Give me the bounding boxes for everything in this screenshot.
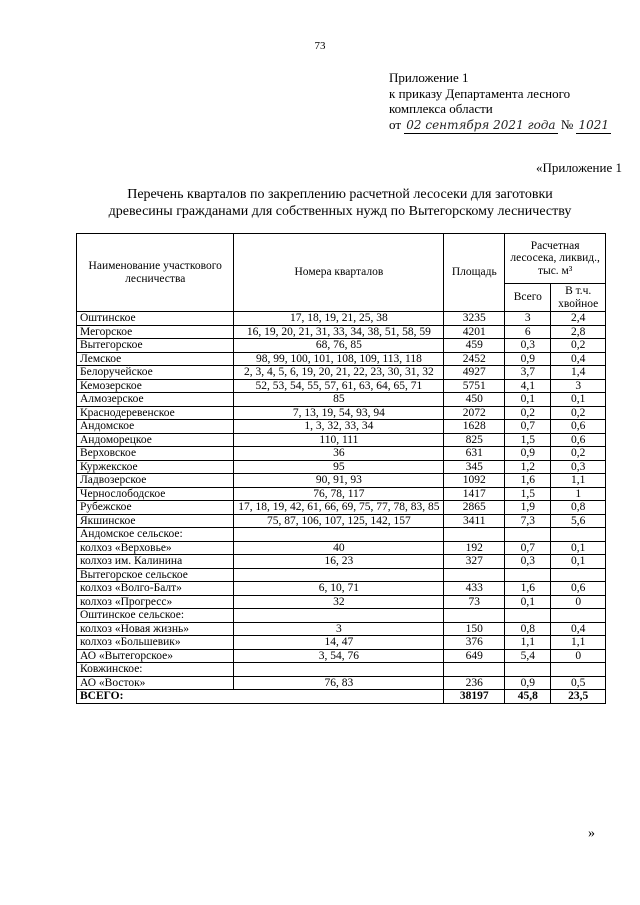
cell-area: 192 <box>444 541 505 555</box>
cell-name: Оштинское <box>77 312 234 326</box>
cell-area: 433 <box>444 582 505 596</box>
cell-area: 2452 <box>444 352 505 366</box>
appendix-line-3: комплекса области <box>389 101 493 116</box>
table-row <box>77 676 606 690</box>
cell-name: Андомское <box>77 420 234 434</box>
cell-area: 236 <box>444 676 505 690</box>
cell-total: 0,2 <box>505 406 551 420</box>
appendix-line-1: Приложение 1 <box>389 70 469 85</box>
cell-total: 0,9 <box>505 352 551 366</box>
cell-total: 1,5 <box>505 487 551 501</box>
header-name: Наименование участкового лесничества <box>77 234 234 312</box>
cell-total: 3,7 <box>505 366 551 380</box>
cell-total <box>505 568 551 582</box>
cell-quarters: 90, 91, 93 <box>234 474 444 488</box>
cell-quarters: 6, 10, 71 <box>234 582 444 596</box>
cell-conifer: 1,4 <box>551 366 606 380</box>
cell-area: 450 <box>444 393 505 407</box>
cell-quarters: 3 <box>234 622 444 636</box>
handwritten-date: 02 сентября 2021 года <box>404 118 557 135</box>
table-body <box>77 312 606 704</box>
cell-name: Вытегорское <box>77 339 234 353</box>
cell-quarters: 75, 87, 106, 107, 125, 142, 157 <box>234 514 444 528</box>
cell-conifer: 0 <box>551 595 606 609</box>
table-row <box>77 649 606 663</box>
table-row <box>77 406 606 420</box>
cell-name: Якшинское <box>77 514 234 528</box>
table-row <box>77 420 606 434</box>
table-row <box>77 487 606 501</box>
appendix-line-2: к приказу Департамента лесного <box>389 85 571 101</box>
cell-area <box>444 568 505 582</box>
table-row <box>77 325 606 339</box>
total-conifer: 23,5 <box>551 690 606 704</box>
cell-name: колхоз им. Калинина <box>77 555 234 569</box>
table-row <box>77 433 606 447</box>
table-row <box>77 582 606 596</box>
cell-area: 1628 <box>444 420 505 434</box>
cell-area: 459 <box>444 339 505 353</box>
cell-quarters: 76, 83 <box>234 676 444 690</box>
cell-conifer: 0,1 <box>551 393 606 407</box>
handwritten-number: 1021 <box>576 118 611 135</box>
cell-area: 2865 <box>444 501 505 515</box>
total-area: 38197 <box>444 690 505 704</box>
cell-quarters: 17, 18, 19, 21, 25, 38 <box>234 312 444 326</box>
table-row <box>77 636 606 650</box>
document-title <box>70 186 610 220</box>
cell-quarters: 1, 3, 32, 33, 34 <box>234 420 444 434</box>
cell-total: 0,7 <box>505 541 551 555</box>
header-quarters: Номера кварталов <box>234 234 444 312</box>
cell-conifer <box>551 609 606 623</box>
page-number: 73 <box>314 40 326 52</box>
cell-name: Андомское сельское: <box>77 528 234 542</box>
cell-quarters: 76, 78, 117 <box>234 487 444 501</box>
cell-conifer: 1,1 <box>551 636 606 650</box>
cell-area: 5751 <box>444 379 505 393</box>
cell-quarters: 68, 76, 85 <box>234 339 444 353</box>
cell-total: 3 <box>505 312 551 326</box>
cell-conifer: 0,2 <box>551 406 606 420</box>
cell-quarters <box>234 663 444 677</box>
cell-name: колхоз «Верховье» <box>77 541 234 555</box>
cell-name: колхоз «Волго-Балт» <box>77 582 234 596</box>
table-row <box>77 339 606 353</box>
cell-quarters: 17, 18, 19, 42, 61, 66, 69, 75, 77, 78, 83, 85 <box>234 501 444 515</box>
cell-name: Алмозерское <box>77 393 234 407</box>
cell-conifer: 0,4 <box>551 622 606 636</box>
cell-name: колхоз «Прогресс» <box>77 595 234 609</box>
cell-quarters: 98, 99, 100, 101, 108, 109, 113, 118 <box>234 352 444 366</box>
cell-conifer: 5,6 <box>551 514 606 528</box>
cell-conifer: 0,5 <box>551 676 606 690</box>
cell-area: 327 <box>444 555 505 569</box>
cell-quarters <box>234 609 444 623</box>
table-row <box>77 474 606 488</box>
cell-quarters: 2, 3, 4, 5, 6, 19, 20, 21, 22, 23, 30, 31, 32 <box>234 366 444 380</box>
cell-quarters <box>234 568 444 582</box>
cell-total: 0,1 <box>505 393 551 407</box>
total-total: 45,8 <box>505 690 551 704</box>
cell-area: 4201 <box>444 325 505 339</box>
cell-conifer: 0,8 <box>551 501 606 515</box>
table-row <box>77 528 606 542</box>
title-line-2: древесины гражданами для собственных нужд по Вытегорскому лесничеству <box>108 204 572 219</box>
header-calc: Расчетная лесосека, ликвид., тыс. м³ <box>505 234 606 284</box>
cell-name: АО «Вытегорское» <box>77 649 234 663</box>
cell-conifer <box>551 663 606 677</box>
cell-total: 4,1 <box>505 379 551 393</box>
cell-total <box>505 609 551 623</box>
cell-total: 1,6 <box>505 474 551 488</box>
cell-total: 6 <box>505 325 551 339</box>
closing-quote: » <box>588 826 595 841</box>
cell-name: Ковжинское: <box>77 663 234 677</box>
table-row <box>77 379 606 393</box>
cell-conifer: 0,3 <box>551 460 606 474</box>
table-row <box>77 393 606 407</box>
table-row <box>77 622 606 636</box>
cell-quarters: 16, 23 <box>234 555 444 569</box>
cell-conifer <box>551 528 606 542</box>
cell-area <box>444 528 505 542</box>
cell-total: 7,3 <box>505 514 551 528</box>
cell-total: 1,6 <box>505 582 551 596</box>
cell-total: 0,9 <box>505 447 551 461</box>
cell-name: Краснодеревенское <box>77 406 234 420</box>
cell-total: 1,9 <box>505 501 551 515</box>
total-label: ВСЕГО: <box>77 690 444 704</box>
cell-area: 3235 <box>444 312 505 326</box>
number-sign: № <box>560 116 574 132</box>
cell-conifer: 0,1 <box>551 555 606 569</box>
cell-conifer: 0,1 <box>551 541 606 555</box>
cell-quarters <box>234 528 444 542</box>
table-row <box>77 595 606 609</box>
cell-name: Андоморецкое <box>77 433 234 447</box>
cell-area <box>444 663 505 677</box>
cell-name: колхоз «Большевик» <box>77 636 234 650</box>
cell-quarters: 32 <box>234 595 444 609</box>
cell-name: колхоз «Новая жизнь» <box>77 622 234 636</box>
cell-total: 0,8 <box>505 622 551 636</box>
cell-total <box>505 528 551 542</box>
cell-quarters: 40 <box>234 541 444 555</box>
cell-area: 2072 <box>444 406 505 420</box>
cell-conifer: 0,6 <box>551 420 606 434</box>
table-row <box>77 312 606 326</box>
cell-area: 376 <box>444 636 505 650</box>
cell-name: Оштинское сельское: <box>77 609 234 623</box>
cell-name: Рубежское <box>77 501 234 515</box>
cell-name: Ладвозерское <box>77 474 234 488</box>
cell-area: 825 <box>444 433 505 447</box>
cell-area: 345 <box>444 460 505 474</box>
cell-area: 631 <box>444 447 505 461</box>
appendix-date-line <box>389 117 619 135</box>
cell-quarters: 95 <box>234 460 444 474</box>
table-row <box>77 460 606 474</box>
table-row <box>77 555 606 569</box>
cell-area: 1417 <box>444 487 505 501</box>
table-row <box>77 541 606 555</box>
cell-name: Белоручейское <box>77 366 234 380</box>
cell-total: 0,9 <box>505 676 551 690</box>
cell-area: 4927 <box>444 366 505 380</box>
table-row <box>77 366 606 380</box>
cell-quarters: 52, 53, 54, 55, 57, 61, 63, 64, 65, 71 <box>234 379 444 393</box>
cell-total: 0,1 <box>505 595 551 609</box>
table-row <box>77 514 606 528</box>
cell-area <box>444 609 505 623</box>
cell-name: Вытегорское сельское <box>77 568 234 582</box>
cell-quarters: 110, 111 <box>234 433 444 447</box>
appendix-header <box>389 70 619 134</box>
cell-quarters: 3, 54, 76 <box>234 649 444 663</box>
cell-quarters: 14, 47 <box>234 636 444 650</box>
cell-conifer: 0,6 <box>551 582 606 596</box>
cell-name: Мегорское <box>77 325 234 339</box>
cell-conifer: 0,6 <box>551 433 606 447</box>
cell-name: Верховское <box>77 447 234 461</box>
header-conifer: В т.ч. хвойное <box>551 284 606 312</box>
table-row <box>77 609 606 623</box>
cell-conifer: 0,4 <box>551 352 606 366</box>
table-row <box>77 447 606 461</box>
cell-conifer: 0,2 <box>551 339 606 353</box>
total-row <box>77 690 606 704</box>
cell-conifer: 1,1 <box>551 474 606 488</box>
appendix-label: «Приложение 1 <box>535 160 622 175</box>
cell-name: Кемозерское <box>77 379 234 393</box>
title-line-1: Перечень кварталов по закреплению расчетной лесосеки для заготовки <box>127 187 553 202</box>
cell-area: 73 <box>444 595 505 609</box>
cell-conifer: 2,8 <box>551 325 606 339</box>
cell-conifer: 0 <box>551 649 606 663</box>
header-total: Всего <box>505 284 551 312</box>
from-prefix: от <box>389 116 402 132</box>
cell-quarters: 85 <box>234 393 444 407</box>
cell-total: 1,2 <box>505 460 551 474</box>
table-row <box>77 663 606 677</box>
cell-total: 5,4 <box>505 649 551 663</box>
cell-total: 1,1 <box>505 636 551 650</box>
cell-total <box>505 663 551 677</box>
cell-name: Куржекское <box>77 460 234 474</box>
cell-quarters: 36 <box>234 447 444 461</box>
cell-conifer <box>551 568 606 582</box>
table-row <box>77 501 606 515</box>
cell-total: 0,3 <box>505 339 551 353</box>
cell-total: 0,7 <box>505 420 551 434</box>
cell-quarters: 7, 13, 19, 54, 93, 94 <box>234 406 444 420</box>
cell-name: Чернослободское <box>77 487 234 501</box>
cell-conifer: 1 <box>551 487 606 501</box>
cell-total: 0,3 <box>505 555 551 569</box>
cell-total: 1,5 <box>505 433 551 447</box>
cell-name: АО «Восток» <box>77 676 234 690</box>
cell-name: Лемское <box>77 352 234 366</box>
quarters-table <box>76 233 606 704</box>
cell-area: 150 <box>444 622 505 636</box>
cell-conifer: 3 <box>551 379 606 393</box>
header-area: Площадь <box>444 234 505 312</box>
table-row <box>77 352 606 366</box>
table-row <box>77 568 606 582</box>
cell-quarters: 16, 19, 20, 21, 31, 33, 34, 38, 51, 58, 59 <box>234 325 444 339</box>
cell-area: 649 <box>444 649 505 663</box>
cell-conifer: 2,4 <box>551 312 606 326</box>
cell-conifer: 0,2 <box>551 447 606 461</box>
cell-area: 1092 <box>444 474 505 488</box>
cell-area: 3411 <box>444 514 505 528</box>
